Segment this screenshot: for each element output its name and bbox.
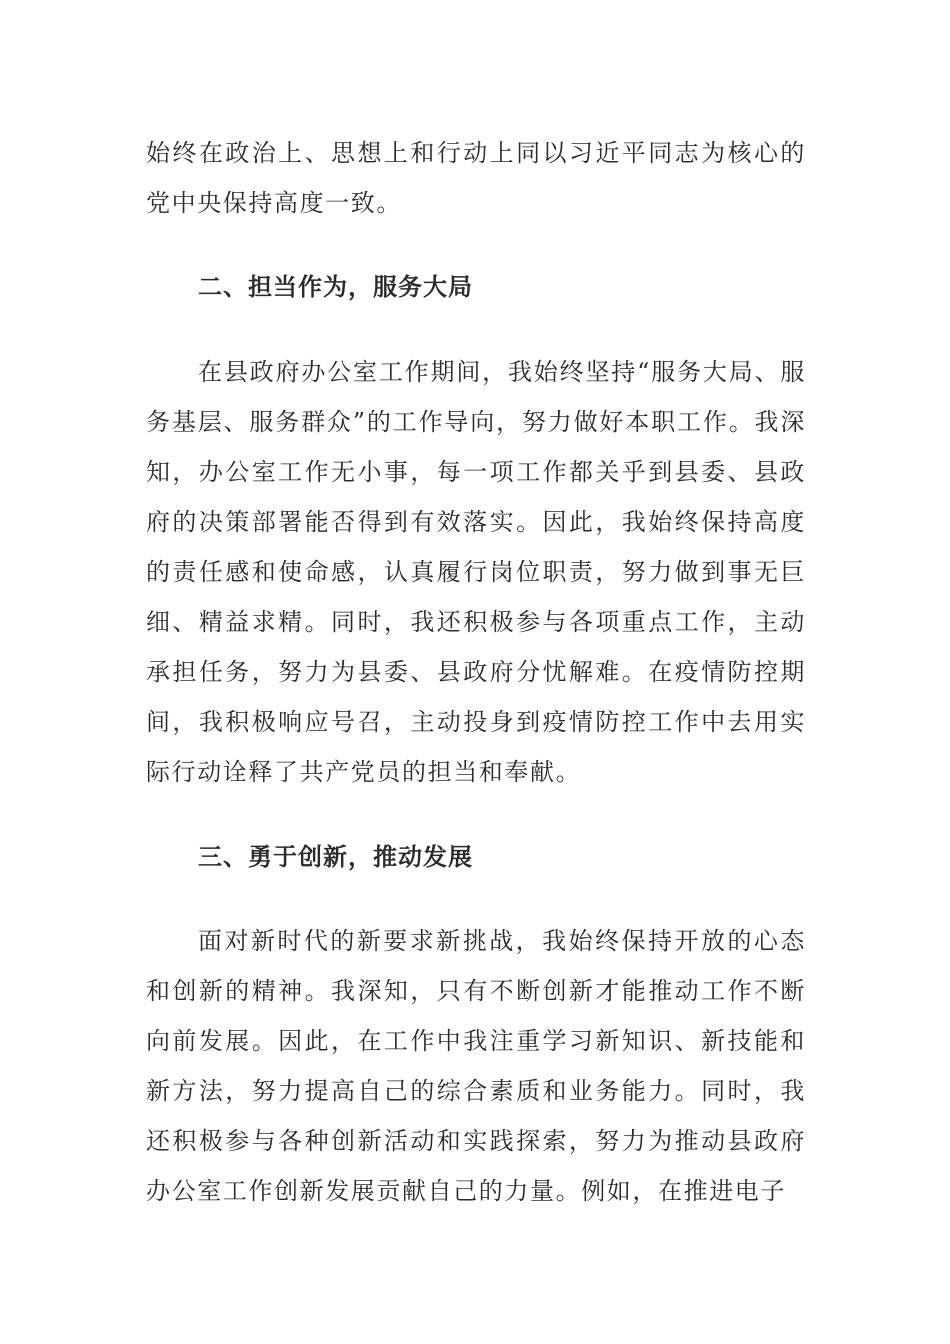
section-heading-3: 三、勇于创新，推动发展 <box>198 843 473 871</box>
section-heading-2: 二、担当作为，服务大局 <box>198 273 473 301</box>
paragraph-continuation: 始终在政治上、思想上和行动上同以习近平同志为核心的党中央保持高度一致。 <box>146 139 806 217</box>
paragraph-section-3: 面对新时代的新要求新挑战，我始终保持开放的心态和创新的精神。我深知，只有不断创新才能推动工作不断向前发展。因此，在工作中我注重学习新知识、新技能和新方法，努力提高自己的综合素质和业务能力。同时，我还积极参与各种创新活动和实践探索，努力为推动县政府办公室工作创新发展贡献自己的力量。例如，在推进电子 <box>146 927 806 1205</box>
paragraph-section-2: 在县政府办公室工作期间，我始终坚持“服务大局、服务基层、服务群众”的工作导向，努力做好本职工作。我深知，办公室工作无小事，每一项工作都关乎到县委、县政府的决策部署能否得到有效落实。因此，我始终保持高度的责任感和使命感，认真履行岗位职责，努力做到事无巨细、精益求精。同时，我还积极参与各项重点工作，主动承担任务，努力为县委、县政府分忧解难。在疫情防控期间，我积极响应号召，主动投身到疫情防控工作中去用实际行动诠释了共产党员的担当和奉献。 <box>146 358 806 786</box>
